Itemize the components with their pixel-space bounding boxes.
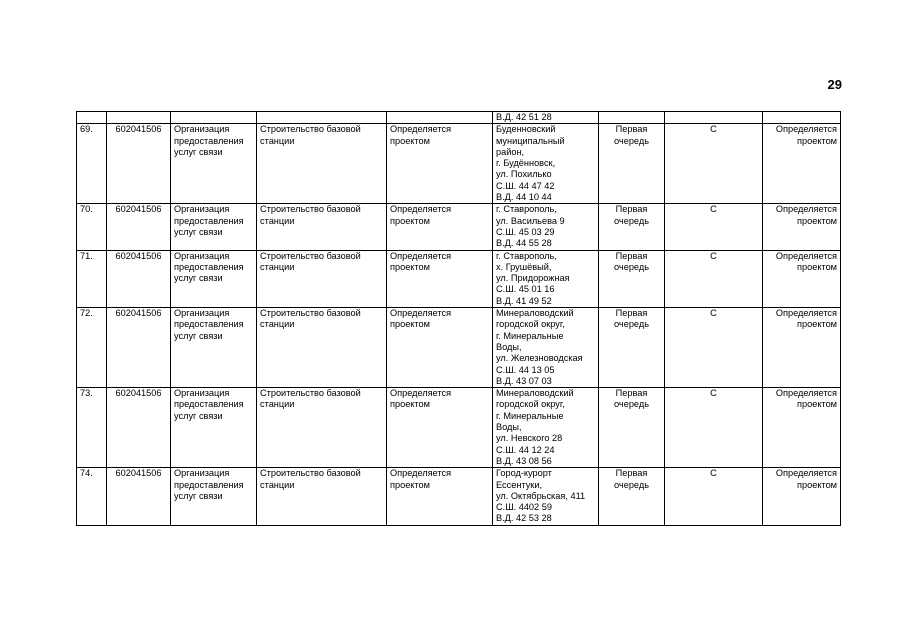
cell-area: Определяется проектом	[763, 250, 841, 307]
cell-params: Определяется проектом	[387, 124, 493, 204]
cell-stage	[599, 112, 665, 124]
cell-object: Организация предоставления услуг связи	[171, 308, 257, 388]
cell-params: Определяется проектом	[387, 204, 493, 250]
cell-location: В.Д. 42 51 28	[493, 112, 599, 124]
cell-area: Определяется проектом	[763, 124, 841, 204]
cell-params: Определяется проектом	[387, 388, 493, 468]
cell-location: г. Ставрополь, х. Грушёвый, ул. Придорожная С.Ш. 45 01 16 В.Д. 41 49 52	[493, 250, 599, 307]
cell-location: г. Ставрополь, ул. Васильева 9 С.Ш. 45 03 29 В.Д. 44 55 28	[493, 204, 599, 250]
cell-location: Город-курорт Ессентуки, ул. Октябрьская, 411 С.Ш. 4402 59 В.Д. 42 53 28	[493, 468, 599, 525]
cell-object: Организация предоставления услуг связи	[171, 388, 257, 468]
cell-num: 73.	[77, 388, 107, 468]
cell-stage: Первая очередь	[599, 204, 665, 250]
cell-code	[107, 112, 171, 124]
cell-zone: С	[665, 204, 763, 250]
cell-purpose	[257, 112, 387, 124]
cell-num: 71.	[77, 250, 107, 307]
cell-params	[387, 112, 493, 124]
cell-zone: С	[665, 388, 763, 468]
cell-object: Организация предоставления услуг связи	[171, 250, 257, 307]
cell-code: 602041506	[107, 468, 171, 525]
cell-stage: Первая очередь	[599, 308, 665, 388]
cell-code: 602041506	[107, 124, 171, 204]
cell-area: Определяется проектом	[763, 468, 841, 525]
cell-area	[763, 112, 841, 124]
cell-zone: С	[665, 124, 763, 204]
cell-object	[171, 112, 257, 124]
cell-purpose: Строительство базовой станции	[257, 124, 387, 204]
table-row	[77, 250, 841, 307]
cell-num: 70.	[77, 204, 107, 250]
cell-location: Буденновский муниципальный район, г. Будённовск, ул. Похилько С.Ш. 44 47 42 В.Д. 44 10 44	[493, 124, 599, 204]
cell-code: 602041506	[107, 388, 171, 468]
cell-purpose: Строительство базовой станции	[257, 388, 387, 468]
table-row	[77, 124, 841, 204]
cell-num: 74.	[77, 468, 107, 525]
cell-code: 602041506	[107, 250, 171, 307]
cell-num	[77, 112, 107, 124]
cell-location: Минераловодский городской округ, г. Минеральные Воды, ул. Железноводская С.Ш. 44 13 05 В.Д. 43 07 03	[493, 308, 599, 388]
table-row	[77, 204, 841, 250]
cell-object: Организация предоставления услуг связи	[171, 204, 257, 250]
table-row	[77, 308, 841, 388]
cell-location: Минераловодский городской округ, г. Минеральные Воды, ул. Невского 28 С.Ш. 44 12 24 В.Д. 43 08 56	[493, 388, 599, 468]
table-body	[77, 112, 841, 526]
objects-table	[76, 111, 841, 526]
table-row	[77, 388, 841, 468]
cell-stage: Первая очередь	[599, 388, 665, 468]
cell-zone: С	[665, 308, 763, 388]
cell-code: 602041506	[107, 204, 171, 250]
cell-purpose: Строительство базовой станции	[257, 204, 387, 250]
cell-stage: Первая очередь	[599, 124, 665, 204]
cell-area: Определяется проектом	[763, 308, 841, 388]
cell-purpose: Строительство базовой станции	[257, 308, 387, 388]
cell-zone: С	[665, 250, 763, 307]
cell-params: Определяется проектом	[387, 468, 493, 525]
cell-object: Организация предоставления услуг связи	[171, 124, 257, 204]
cell-num: 69.	[77, 124, 107, 204]
cell-num: 72.	[77, 308, 107, 388]
cell-purpose: Строительство базовой станции	[257, 250, 387, 307]
page-number: 29	[827, 77, 842, 92]
continuation-row	[77, 112, 841, 124]
cell-params: Определяется проектом	[387, 308, 493, 388]
cell-purpose: Строительство базовой станции	[257, 468, 387, 525]
cell-stage: Первая очередь	[599, 250, 665, 307]
cell-zone: С	[665, 468, 763, 525]
cell-code: 602041506	[107, 308, 171, 388]
cell-object: Организация предоставления услуг связи	[171, 468, 257, 525]
table-row	[77, 468, 841, 525]
cell-area: Определяется проектом	[763, 388, 841, 468]
cell-params: Определяется проектом	[387, 250, 493, 307]
cell-area: Определяется проектом	[763, 204, 841, 250]
cell-zone	[665, 112, 763, 124]
cell-stage: Первая очередь	[599, 468, 665, 525]
